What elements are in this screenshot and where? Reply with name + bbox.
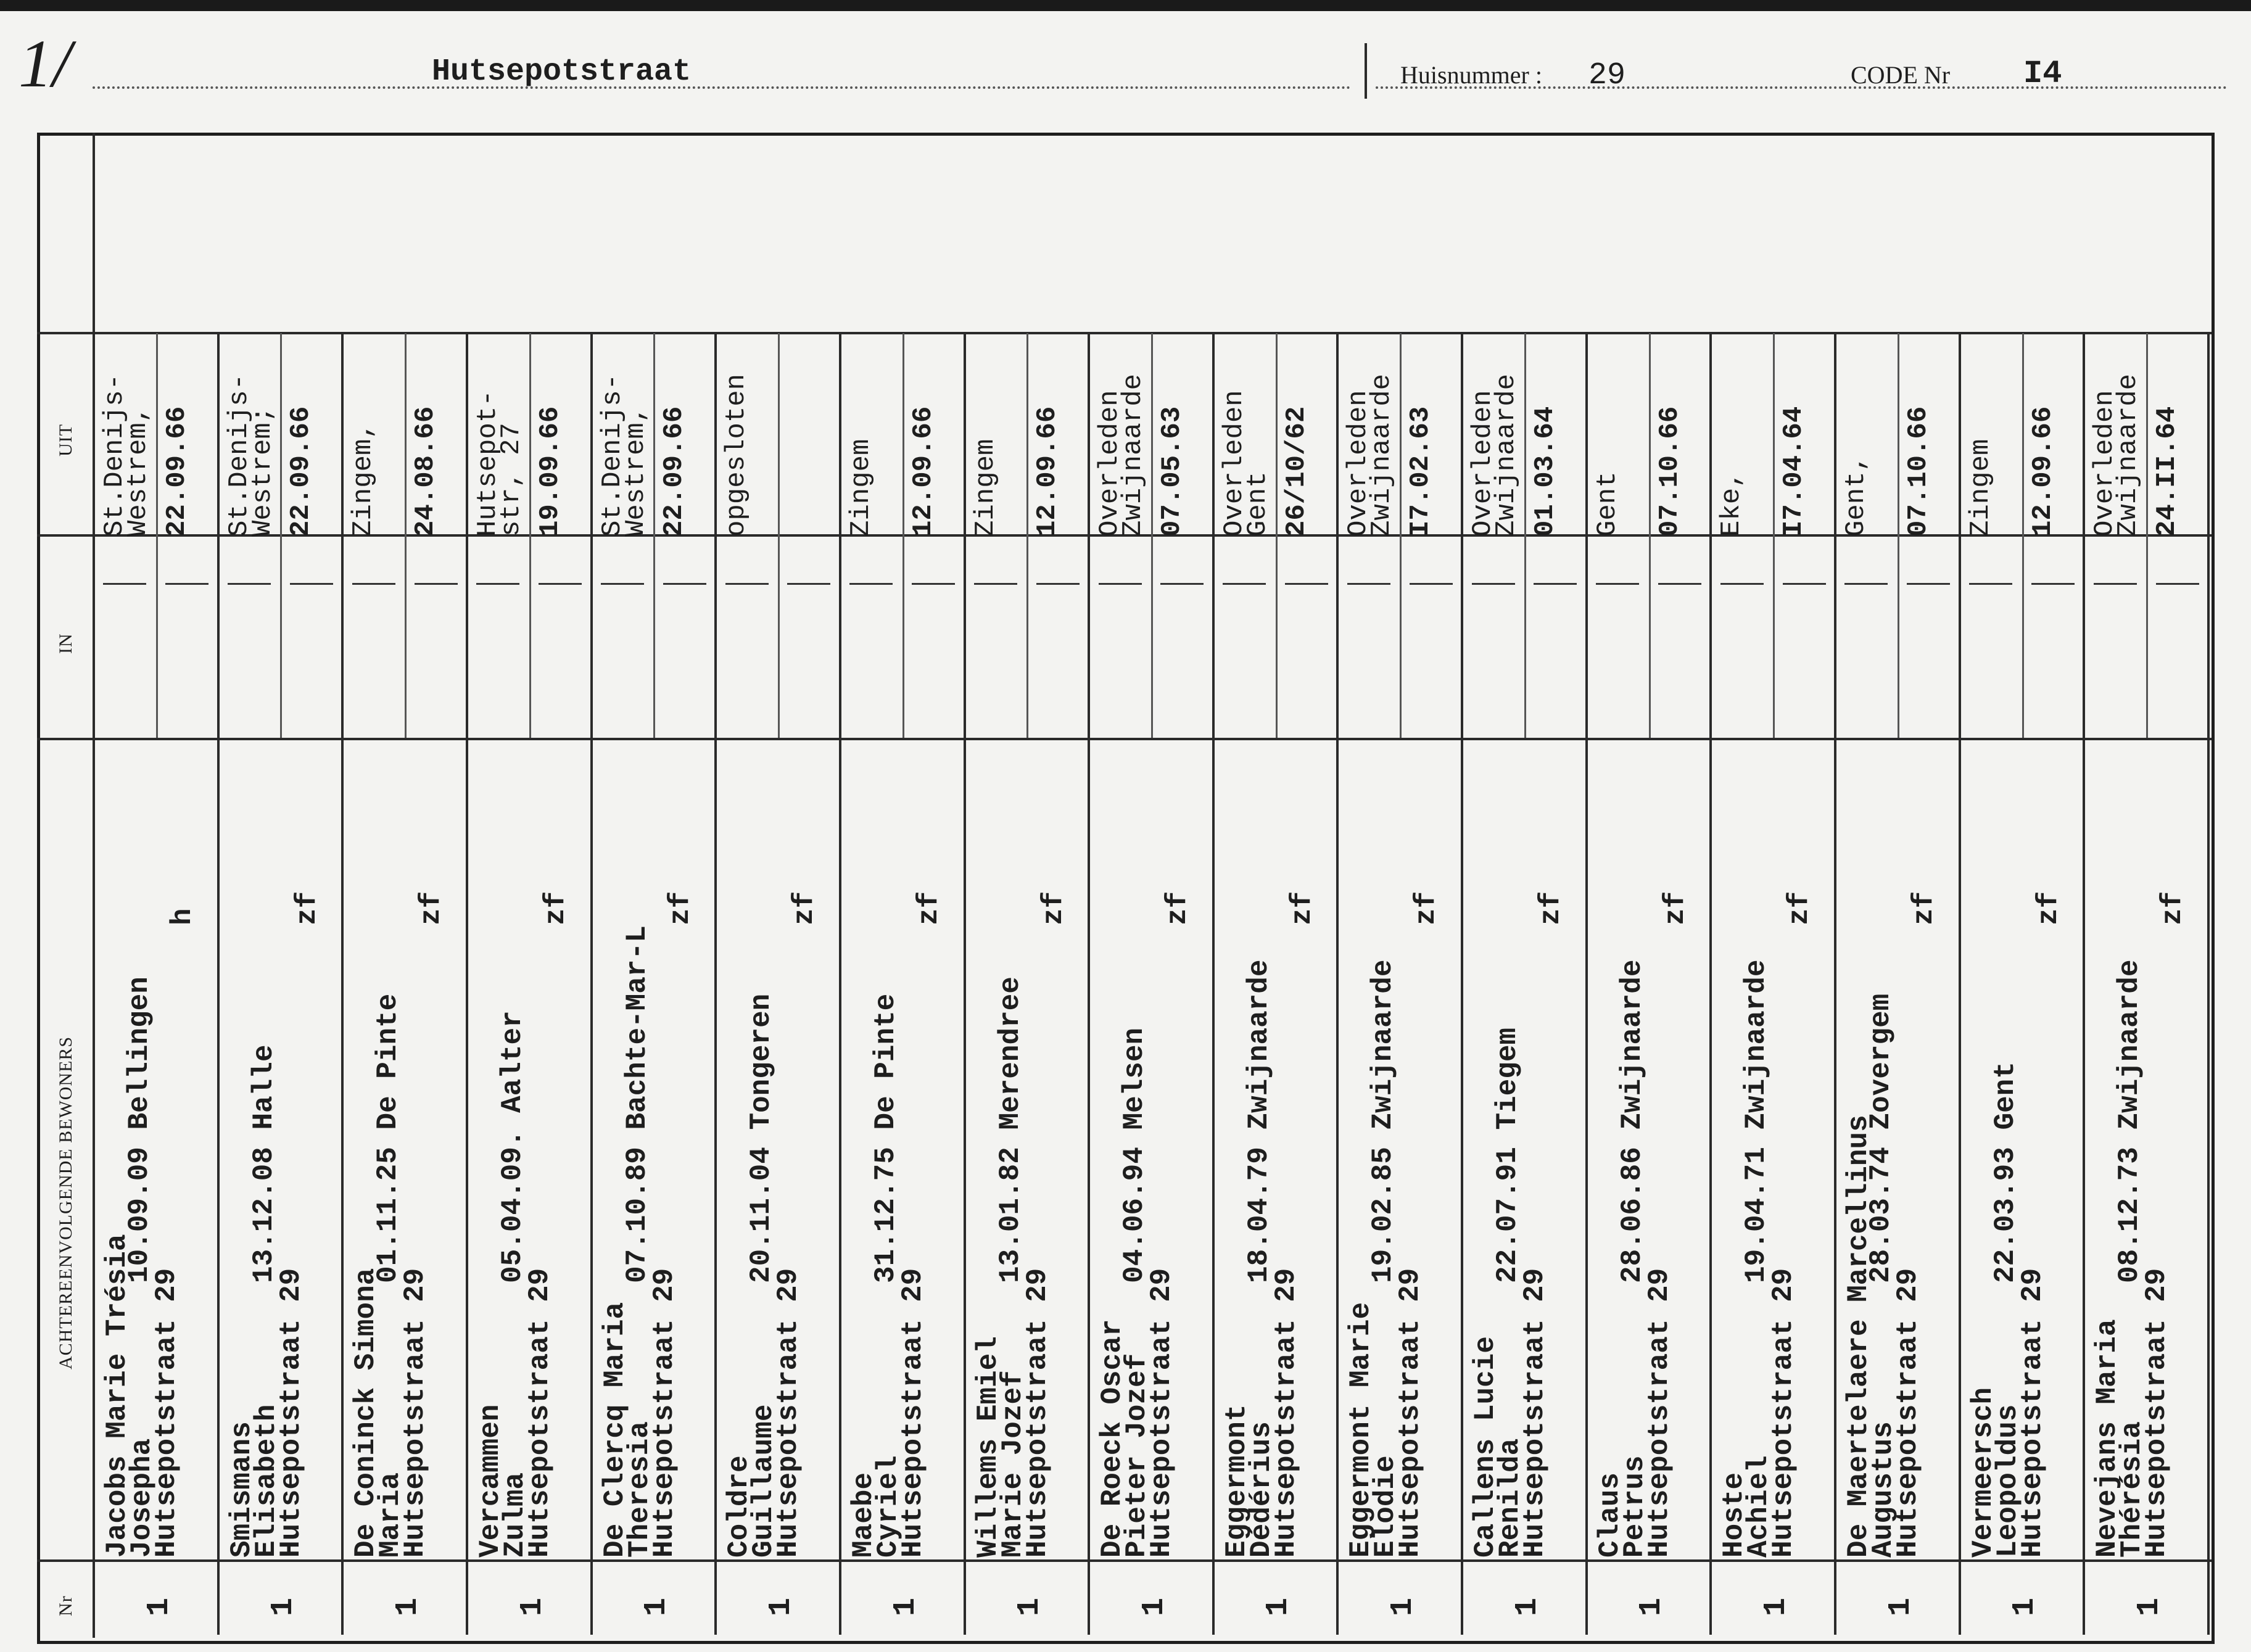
resident-mark: zf	[1659, 891, 1691, 925]
list-item	[218, 333, 343, 1635]
in-tick-1	[1844, 583, 1888, 585]
column-header-nr: Nr	[56, 1595, 76, 1616]
huisnummer-label: Huisnummer :	[1400, 61, 1542, 89]
in-tick-1	[1347, 583, 1390, 585]
row-sub-separator	[1151, 333, 1153, 738]
uit-date: 12.09.66	[907, 406, 939, 537]
list-item	[342, 333, 467, 1635]
in-tick-2	[1907, 583, 1950, 585]
uit-place-2: Westrem,	[123, 406, 154, 537]
in-tick-2	[290, 583, 333, 585]
resident-mark: zf	[1908, 891, 1941, 925]
uit-place-2: Westrem;	[247, 406, 278, 537]
resident-mark: h	[167, 908, 199, 925]
resident-mark: zf	[912, 891, 945, 925]
resident-nr: 1	[888, 1597, 923, 1616]
resident-mark: zf	[1783, 891, 1816, 925]
resident-nr: 1	[763, 1597, 799, 1616]
resident-birth: 04.06.94 Melsen	[1118, 1027, 1151, 1283]
resident-address: Hutsepotstraat 29	[648, 1268, 680, 1558]
resident-birth: 10.09.09 Bellingen	[123, 977, 155, 1283]
in-tick-1	[1596, 583, 1639, 585]
uit-place: Zingem	[970, 439, 1001, 537]
resident-given-name: Zulma	[498, 1472, 531, 1558]
resident-given-name: Theresia	[623, 1421, 656, 1558]
uit-date: 19.09.66	[534, 406, 566, 537]
resident-mark: zf	[1037, 891, 1070, 925]
list-item	[965, 333, 1089, 1635]
uit-place: St.Denijs-	[597, 373, 628, 537]
in-tick-1	[228, 583, 271, 585]
uit-place: Zingem	[845, 439, 877, 537]
resident-name: Callens Lucie	[1469, 1336, 1502, 1558]
resident-given-name: Augustus	[1867, 1421, 1900, 1558]
uit-place: Overleden	[1343, 390, 1374, 537]
resident-nr: 1	[266, 1597, 302, 1616]
row-sub-separator	[1649, 333, 1651, 738]
uit-date: 07.05.63	[1156, 406, 1187, 537]
resident-nr: 1	[390, 1597, 426, 1616]
in-tick-2	[2156, 583, 2199, 585]
list-item	[1089, 333, 1213, 1635]
resident-nr: 1	[1634, 1597, 1670, 1616]
uit-date: 22.09.66	[161, 406, 192, 537]
in-tick-1	[103, 583, 146, 585]
uit-place-2: Zwijnaarde	[1491, 373, 1522, 537]
row-sub-separator	[2146, 333, 2148, 738]
row-sub-separator	[1026, 333, 1028, 738]
uit-date: 01.03.64	[1529, 406, 1561, 537]
resident-address: Hutsepotstraat 29	[1146, 1268, 1178, 1558]
in-tick-1	[849, 583, 893, 585]
uit-date: I7.04.64	[1778, 406, 1810, 537]
resident-birth: 05.04.09. Aalter	[496, 1010, 529, 1283]
in-tick-2	[787, 583, 830, 585]
resident-given-name: Elisabeth	[250, 1404, 283, 1558]
row-sub-separator	[1524, 333, 1526, 738]
uit-place: St.Denijs-	[223, 373, 255, 537]
row-sub-separator	[529, 333, 531, 738]
resident-birth: 07.10.89 Bachte-Mar-L	[621, 925, 653, 1283]
resident-given-name: Cyriel	[872, 1455, 904, 1558]
huisnummer-value: 29	[1588, 58, 1626, 93]
resident-birth: 31.12.75 De Pinte	[869, 993, 902, 1283]
list-item	[1711, 333, 1835, 1635]
in-tick-1	[601, 583, 644, 585]
resident-name: Eggermont Marie	[1345, 1302, 1377, 1558]
resident-given-name: Marie Jozef	[996, 1370, 1029, 1558]
in-tick-1	[1223, 583, 1266, 585]
resident-name: Claus	[1593, 1472, 1626, 1558]
uit-place-2: Zwijnaarde	[2113, 373, 2144, 537]
uit-place: Gent,	[1841, 455, 1872, 537]
in-tick-2	[663, 583, 706, 585]
street-name: Hutsepotstraat	[432, 54, 692, 89]
resident-birth: 08.12.73 Zwijnaarde	[2113, 959, 2146, 1283]
column-header-uit: UIT	[56, 424, 76, 456]
in-tick-2	[1534, 583, 1577, 585]
resident-address: Hutsepotstraat 29	[151, 1268, 183, 1558]
list-item	[2084, 333, 2208, 1635]
resident-name: De Maertelaere Marcellinus	[1843, 1115, 1875, 1558]
resident-nr: 1	[2132, 1597, 2167, 1616]
uit-place: Zingem	[1965, 439, 1996, 537]
in-tick-1	[725, 583, 769, 585]
uit-place-2: Zwijnaarde	[1366, 373, 1398, 537]
column-header-in: IN	[56, 633, 76, 654]
resident-name: Vercammen	[474, 1404, 506, 1558]
resident-nr: 1	[1386, 1597, 1421, 1616]
resident-birth: 13.12.08 Halle	[247, 1044, 280, 1283]
column-header-bewoners: ACHTEREENVOLGENDE BEWONERS	[56, 1036, 76, 1369]
resident-mark: zf	[1162, 891, 1194, 925]
in-tick-1	[974, 583, 1017, 585]
uit-date: 07.10.66	[1654, 406, 1685, 537]
resident-name: De Clercq Maria	[598, 1302, 631, 1558]
resident-name: Coldre	[723, 1455, 756, 1558]
corner-mark: 1/	[19, 26, 72, 101]
row-sub-separator	[156, 333, 158, 738]
in-tick-1	[1720, 583, 1764, 585]
uit-place-2: Gent	[1242, 471, 1273, 537]
uit-date: 12.09.66	[1032, 406, 1064, 537]
resident-address: Hutsepotstraat 29	[1021, 1268, 1054, 1558]
in-tick-1	[1472, 583, 1515, 585]
resident-name: Smismans	[225, 1421, 258, 1558]
resident-given-name: Renilda	[1494, 1438, 1527, 1558]
resident-name: Jacobs Marie Trésia	[101, 1234, 133, 1558]
resident-mark: zf	[664, 891, 696, 925]
resident-name: De Roeck Oscar	[1096, 1319, 1129, 1558]
list-item	[94, 333, 218, 1635]
in-tick-2	[1036, 583, 1080, 585]
resident-birth: 19.02.85 Zwijnaarde	[1367, 959, 1400, 1283]
in-tick-2	[2031, 583, 2075, 585]
uit-place: Overleden	[2089, 390, 2121, 537]
resident-name: Nevejans Maria	[2091, 1319, 2124, 1558]
resident-birth: 20.11.04 Tongeren	[745, 993, 778, 1283]
in-tick-1	[1969, 583, 2012, 585]
resident-mark: zf	[539, 891, 572, 925]
resident-mark: zf	[2032, 891, 2065, 925]
list-item	[1462, 333, 1587, 1635]
resident-given-name: Elodie	[1369, 1455, 1402, 1558]
row-separator	[2207, 333, 2210, 1635]
resident-nr: 1	[1883, 1597, 1919, 1616]
uit-place: Overleden	[1468, 390, 1499, 537]
in-tick-2	[1410, 583, 1453, 585]
uit-place-2: str, 27	[495, 423, 527, 537]
resident-nr: 1	[514, 1597, 550, 1616]
uit-date: 07.10.66	[1902, 406, 1934, 537]
resident-mark: zf	[291, 891, 323, 925]
resident-name: Willems Emiel	[972, 1336, 1004, 1558]
resident-name: Maebe	[847, 1472, 880, 1558]
resident-mark: zf	[415, 891, 448, 925]
resident-birth: 22.07.91 Tiegem	[1492, 1027, 1524, 1283]
resident-nr: 1	[1510, 1597, 1545, 1616]
resident-nr: 1	[1261, 1597, 1297, 1616]
uit-date: 24.08.66	[410, 406, 442, 537]
uit-date: I7.02.63	[1405, 406, 1437, 537]
header-dotted-line-left	[93, 86, 1351, 89]
resident-mark: zf	[1410, 891, 1443, 925]
resident-address: Hutsepotstraat 29	[399, 1268, 432, 1558]
resident-name: Hoste	[1718, 1472, 1751, 1558]
resident-address: Hutsepotstraat 29	[1270, 1268, 1302, 1558]
resident-nr: 1	[1012, 1597, 1048, 1616]
scan-top-edge	[0, 0, 2251, 11]
in-tick-2	[539, 583, 582, 585]
resident-address: Hutsepotstraat 29	[1519, 1268, 1551, 1558]
resident-address: Hutsepotstraat 29	[2016, 1268, 2049, 1558]
resident-nr: 1	[1136, 1597, 1172, 1616]
row-sub-separator	[1898, 333, 1899, 738]
in-tick-2	[1783, 583, 1826, 585]
code-value: I4	[2023, 56, 2062, 92]
list-item	[840, 333, 965, 1635]
resident-given-name: Maria	[374, 1472, 407, 1558]
list-item	[467, 333, 592, 1635]
resident-nr: 1	[2007, 1597, 2043, 1616]
uit-place: Zingem,	[348, 423, 379, 537]
row-sub-separator	[1276, 333, 1278, 738]
uit-date: 22.09.66	[659, 406, 690, 537]
list-item	[1960, 333, 2084, 1635]
resident-address: Hutsepotstraat 29	[1892, 1268, 1925, 1558]
uit-date: 26/10/62	[1281, 406, 1312, 537]
resident-given-name: Josepha	[126, 1438, 158, 1558]
list-item	[1587, 333, 1711, 1635]
uit-place: Gent	[1592, 471, 1623, 537]
in-tick-2	[912, 583, 955, 585]
resident-name: De Coninck Simona	[350, 1268, 382, 1558]
list-item	[716, 333, 840, 1635]
uit-place: Overleden	[1218, 390, 1250, 537]
resident-mark: zf	[788, 891, 821, 925]
resident-given-name: Guillaume	[748, 1404, 780, 1558]
resident-address: Hutsepotstraat 29	[896, 1268, 929, 1558]
resident-address: Hutsepotstraat 29	[1767, 1268, 1800, 1558]
in-tick-2	[1285, 583, 1328, 585]
resident-name: Eggermont	[1220, 1404, 1253, 1558]
resident-given-name: Dédérius	[1245, 1421, 1278, 1558]
row-sub-separator	[1773, 333, 1775, 738]
row-sub-separator	[2022, 333, 2024, 738]
list-item	[1213, 333, 1338, 1635]
resident-given-name: Thérésia	[2116, 1421, 2149, 1558]
resident-given-name: Leopoldus	[1991, 1404, 2024, 1558]
resident-birth: 19.04.71 Zwijnaarde	[1740, 959, 1773, 1283]
header-separator	[1365, 43, 1367, 99]
resident-address: Hutsepotstraat 29	[1643, 1268, 1675, 1558]
uit-place-2: Westrem,	[620, 406, 651, 537]
row-sub-separator	[902, 333, 904, 738]
row-sub-separator	[405, 333, 407, 738]
resident-mark: zf	[2157, 891, 2189, 925]
in-tick-1	[352, 583, 395, 585]
resident-mark: zf	[1535, 891, 1567, 925]
row-sub-separator	[653, 333, 655, 738]
resident-address: Hutsepotstraat 29	[523, 1268, 556, 1558]
in-tick-1	[2094, 583, 2137, 585]
resident-nr: 1	[141, 1597, 177, 1616]
uit-place: Hutsepot-	[472, 390, 503, 537]
row-sub-separator	[778, 333, 780, 738]
in-tick-2	[1160, 583, 1204, 585]
resident-birth: 13.01.82 Merendree	[994, 977, 1026, 1283]
uit-place: Overleden	[1094, 390, 1126, 537]
in-tick-1	[476, 583, 519, 585]
row-sub-separator	[1400, 333, 1402, 738]
resident-address: Hutsepotstraat 29	[2141, 1268, 2173, 1558]
list-item	[1835, 333, 1960, 1635]
resident-address: Hutsepotstraat 29	[275, 1268, 307, 1558]
resident-nr: 1	[639, 1597, 675, 1616]
code-label: CODE Nr	[1851, 61, 1951, 89]
list-item	[1337, 333, 1462, 1635]
resident-given-name: Pieter Jozef	[1121, 1353, 1154, 1558]
in-tick-2	[165, 583, 209, 585]
resident-address: Hutsepotstraat 29	[1394, 1268, 1427, 1558]
uit-date: 12.09.66	[2027, 406, 2059, 537]
resident-birth: 22.03.93 Gent	[1989, 1062, 2022, 1283]
uit-place: Eke,	[1716, 471, 1748, 537]
resident-birth: 28.03.74 Zovergem	[1865, 993, 1898, 1283]
in-tick-1	[1099, 583, 1142, 585]
resident-given-name: Achiel	[1743, 1455, 1775, 1558]
list-item	[592, 333, 716, 1635]
in-tick-2	[1658, 583, 1701, 585]
uit-date: 22.09.66	[286, 406, 317, 537]
resident-birth: 01.11.25 De Pinte	[372, 993, 405, 1283]
resident-address: Hutsepotstraat 29	[772, 1268, 805, 1558]
resident-birth: 28.06.86 Zwijnaarde	[1616, 959, 1648, 1283]
resident-birth: 18.04.79 Zwijnaarde	[1242, 959, 1275, 1283]
uit-date: 24.II.64	[2152, 406, 2183, 537]
uit-place: St.Denijs-	[99, 373, 130, 537]
in-tick-2	[415, 583, 458, 585]
resident-given-name: Petrus	[1618, 1455, 1651, 1558]
row-sub-separator	[280, 333, 282, 738]
resident-mark: zf	[1286, 891, 1318, 925]
uit-place-2: Zwijnaarde	[1118, 373, 1149, 537]
resident-nr: 1	[1759, 1597, 1795, 1616]
uit-place: opgesloten	[721, 373, 753, 537]
resident-name: Vermeersch	[1967, 1387, 1999, 1558]
